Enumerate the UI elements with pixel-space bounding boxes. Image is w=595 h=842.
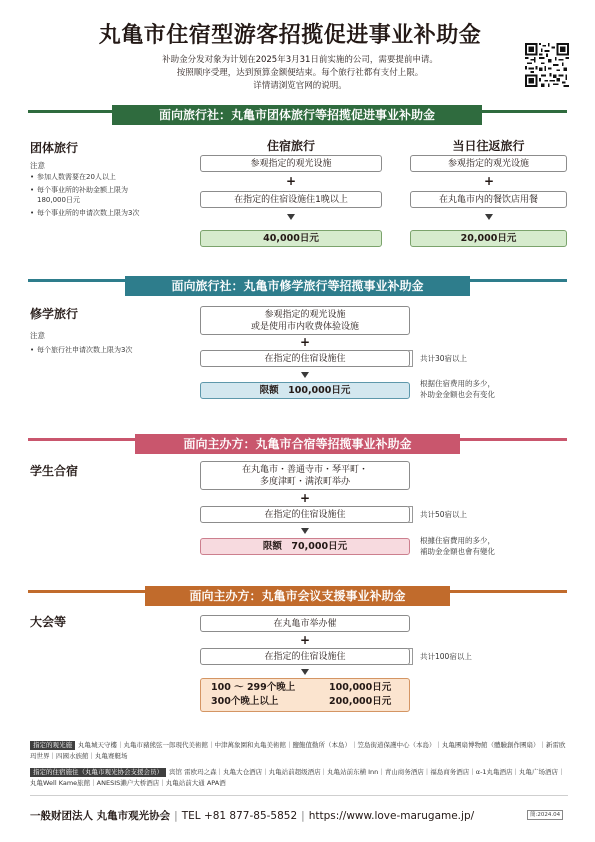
section1-title: 团体旅行 xyxy=(30,141,79,155)
convention-step1: 在丸亀市举办催 xyxy=(200,615,410,632)
section2-notes xyxy=(30,345,200,355)
intro-text xyxy=(120,54,480,93)
section1-notes xyxy=(30,172,200,218)
side-text: 補助金金額也會有變化 xyxy=(420,547,495,556)
bracket xyxy=(408,506,413,523)
bracket xyxy=(408,350,413,367)
note-text: 180,000日元 xyxy=(37,196,80,204)
camp-min-nights: 共计50宿以上 xyxy=(420,510,468,519)
section4-banner: 面向主办方：丸亀市会议支援事业补助金 xyxy=(145,586,450,606)
school-trip-step1 xyxy=(200,306,410,335)
section2-banner: 面向旅行社：丸亀市修学旅行等招揽事业补助金 xyxy=(125,276,470,296)
amount-row-value: 200,000日元 xyxy=(329,696,392,707)
intro-line: 补助金分发对象为计划在2025年3月31日前实施的公司，需要提前申请。 xyxy=(162,55,438,65)
page-title: 丸亀市住宿型游客招揽促进事业补助金 xyxy=(98,23,482,48)
section2-note-label: 注意 xyxy=(30,331,45,340)
designated-facilities xyxy=(30,740,568,762)
plus-icon: + xyxy=(299,335,311,349)
footer-website-link[interactable]: https://www.love-marugame.jp/ xyxy=(308,810,475,822)
camp-amount: 限额 70,000日元 xyxy=(200,538,410,555)
convention-amount-table xyxy=(200,678,410,712)
footer-phone[interactable]: TEL +81 877-85-5852 xyxy=(181,810,298,822)
side-text: 根據住宿費用的多少， xyxy=(420,536,495,545)
school-trip-step2: 在指定的住宿设施住 xyxy=(200,350,410,367)
arrow-down-icon xyxy=(301,372,309,378)
step-text: 多度津町・满浓町举办 xyxy=(259,476,350,487)
bracket xyxy=(408,648,413,665)
day-trip-amount: 20,000日元 xyxy=(410,230,567,247)
amount-row xyxy=(211,681,401,695)
facilities-list: 丸亀城天守樓｜丸亀市豬熊弦一郎現代美術館｜中津萬象園和丸亀美術館｜鹽飽值勤所（本島）｜笠島街道保護中心（本島）｜丸亀團扇博物館（體驗創作團扇）｜新雷欧玛世界｜四國水族館｜丸亀赛艇场 xyxy=(30,741,566,760)
intro-line: 详情请浏览官网的说明。 xyxy=(253,81,347,91)
convention-step2: 在指定的住宿设施住 xyxy=(200,648,410,665)
note-text: 每个事业所的补助金额上限为 xyxy=(37,186,128,194)
footer xyxy=(30,808,474,823)
plus-icon: + xyxy=(483,174,495,188)
amount-row xyxy=(211,695,401,709)
step-text: 参观指定的观光设施 xyxy=(264,309,346,320)
note-item xyxy=(30,185,200,205)
print-code: 簡:2024.04 xyxy=(527,810,563,820)
side-text: 根据住宿费用的多少， xyxy=(420,379,495,388)
section3-title: 学生合宿 xyxy=(30,464,79,478)
section4-title: 大会等 xyxy=(30,615,67,629)
school-trip-variation-note xyxy=(420,378,495,400)
school-trip-min-nights: 共计30宿以上 xyxy=(420,354,468,363)
note-item: • 参加人数需要在20人以上 xyxy=(30,172,200,182)
stay-trip-amount: 40,000日元 xyxy=(200,230,382,247)
arrow-down-icon xyxy=(301,528,309,534)
camp-step1 xyxy=(200,461,410,490)
lodging-list: 宾馆 雷欧玛之森｜丸亀大仓酒店｜丸亀站前超级酒店｜丸亀站前东横 Inn｜青山商务酒店｜福島商务酒店｜α-1丸亀酒店｜丸亀广场酒店｜丸亀Well Kame旅館｜ANESIS濑户大桥酒店｜丸亀站前大通 APA酒 xyxy=(30,768,565,787)
camp-variation-note xyxy=(420,535,495,557)
side-text: 补助金金额也会有变化 xyxy=(420,390,495,399)
amount-row-label: 300个晚上以上 xyxy=(211,696,279,707)
section3-banner: 面向主办方：丸亀市合宿等招揽事业补助金 xyxy=(135,434,460,454)
convention-min-nights: 共计100宿以上 xyxy=(420,652,472,661)
plus-icon: + xyxy=(299,491,311,505)
camp-step2: 在指定的住宿设施住 xyxy=(200,506,410,523)
section2-title: 修学旅行 xyxy=(30,307,79,321)
stay-trip-heading: 住宿旅行 xyxy=(266,139,315,153)
designated-lodging xyxy=(30,767,568,789)
arrow-down-icon xyxy=(301,669,309,675)
day-trip-heading: 当日往返旅行 xyxy=(452,139,525,153)
footer-separator: | xyxy=(301,810,305,822)
day-trip-step2: 在丸亀市内的餐饮店用餐 xyxy=(410,191,567,208)
footer-separator: | xyxy=(174,810,178,822)
section1-banner: 面向旅行社：丸亀市团体旅行等招揽促进事业补助金 xyxy=(112,105,482,125)
arrow-down-icon xyxy=(485,214,493,220)
intro-line: 按照顺序受理，达到预算金额便结束。每个旅行社都有支付上限。 xyxy=(176,68,424,78)
plus-icon: + xyxy=(299,633,311,647)
amount-row-value: 100,000日元 xyxy=(329,682,392,693)
note-item: • 每个旅行社申请次数上限为3次 xyxy=(30,345,200,355)
step-text: 或是使用市内收费体验设施 xyxy=(250,321,359,332)
step-text: 在丸亀市・善通寺市・琴平町・ xyxy=(241,464,368,475)
lodging-tag: 指定的住宿施住（丸亀市观光协会支援会员） xyxy=(30,768,166,777)
section1-note-label: 注意 xyxy=(30,161,45,170)
facilities-tag: 指定的观光施 xyxy=(30,741,75,750)
day-trip-step1: 参观指定的观光设施 xyxy=(410,155,567,172)
plus-icon: + xyxy=(285,174,297,188)
qr-code-icon[interactable] xyxy=(525,43,569,87)
note-item: • 每个事业所的申请次数上限为3次 xyxy=(30,208,200,218)
stay-trip-step1: 参观指定的观光设施 xyxy=(200,155,382,172)
stay-trip-step2: 在指定的住宿设施住1晚以上 xyxy=(200,191,382,208)
footer-divider xyxy=(30,795,568,796)
amount-row-label: 100 ～ 299个晚上 xyxy=(211,682,296,693)
footer-org: 一般财团法人 丸亀市观光协会 xyxy=(30,810,171,822)
school-trip-amount: 限额 100,000日元 xyxy=(200,382,410,399)
arrow-down-icon xyxy=(287,214,295,220)
